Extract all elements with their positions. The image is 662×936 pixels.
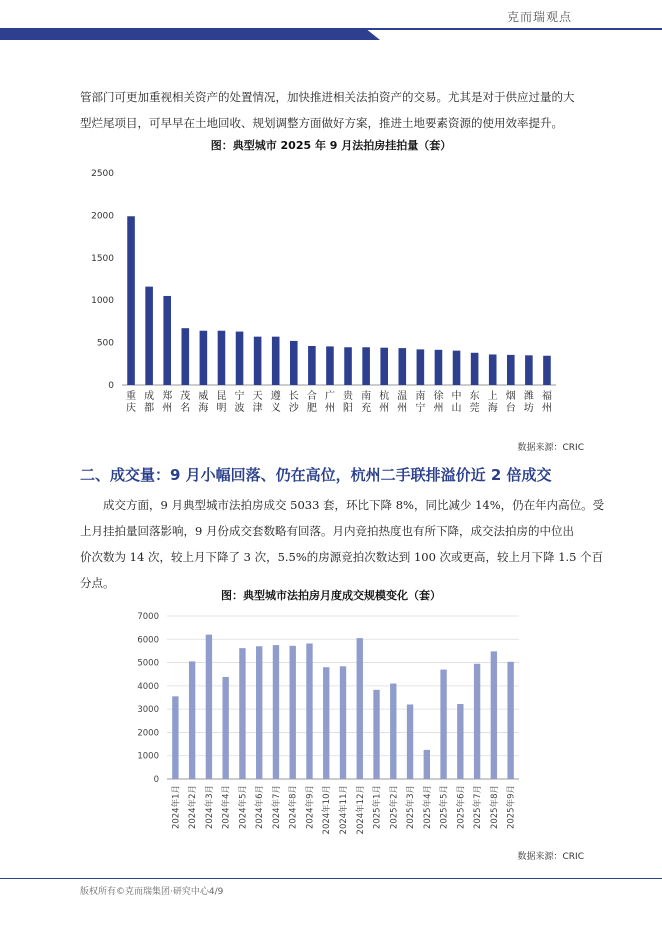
figure1-bar <box>453 351 461 385</box>
figure1-xtick-label: 杭州 <box>379 391 390 414</box>
figure1-xtick-label: 昆明 <box>216 391 227 414</box>
figure2-chart <box>0 607 662 842</box>
figure1-xtick-label: 茂名 <box>180 391 191 414</box>
figure2-xtick-label: 2025年5月 <box>439 785 450 830</box>
figure1-bar <box>236 332 244 385</box>
figure1-bar <box>290 341 298 385</box>
figure1-bar <box>181 328 189 385</box>
footer-divider <box>0 878 662 879</box>
figure2-bar <box>424 750 430 779</box>
figure1-ytick-label: 0 <box>108 381 114 391</box>
figure2-bar <box>189 661 195 779</box>
figure1-bar <box>254 337 262 385</box>
figure2-ytick-label: 0 <box>153 775 159 785</box>
figure1-bar <box>471 353 479 385</box>
figure1-xtick-label: 威海 <box>198 391 209 414</box>
figure2-bar <box>323 667 329 779</box>
section2-paragraph <box>80 492 605 596</box>
figure2-source: 数据来源：CRIC <box>517 852 584 862</box>
figure1-ytick-label: 1000 <box>91 296 114 307</box>
figure2-ytick-label: 6000 <box>137 635 159 646</box>
figure1-xtick-label: 广州 <box>324 391 335 414</box>
figure2-ytick-label: 2000 <box>137 728 159 739</box>
figure1-bar <box>362 347 370 385</box>
figure1-bar <box>543 356 551 385</box>
intro-line-2: 型烂尾项目，可早早在土地回收、规划调整方面做好方案，推进土地要素资源的使用效率提升。 <box>80 116 563 130</box>
figure1-bar <box>525 355 533 385</box>
figure2-xtick-label: 2024年10月 <box>322 785 333 835</box>
figure1-ytick-label: 2000 <box>91 211 114 222</box>
section2-line-1: 成交方面，9 月典型城市法拍房成交 5033 套，环比下降 8%，同比减少 14%，仍在年内高位。受 <box>103 498 605 512</box>
figure1-bar <box>380 348 388 385</box>
figure1-bar <box>507 355 515 385</box>
section2-heading: 二、成交量：9 月小幅回落、仍在高位，杭州二手联排溢价近 2 倍成交 <box>80 466 552 484</box>
figure2-bar <box>507 662 513 779</box>
figure1-bar <box>200 331 208 385</box>
figure2-xtick-label: 2025年7月 <box>473 785 484 830</box>
figure2-title: 图：典型城市法拍房月度成交规模变化（套） <box>221 589 441 602</box>
figure1-xtick-label: 郑州 <box>162 391 173 414</box>
figure1-xtick-label: 合肥 <box>306 391 317 414</box>
figure2-bar <box>206 635 212 779</box>
figure2-bar <box>290 646 296 779</box>
footer-copyright: 版权所有©克而瑞集团·研究中心4/9 <box>80 887 224 897</box>
section2-line-2: 上月挂拍量回落影响，9 月份成交套数略有回落。月内竞拍热度也有所下降，成交法拍房的中位出 <box>80 524 574 538</box>
figure2-xtick-label: 2024年8月 <box>288 785 299 830</box>
figure2-xtick-label: 2024年3月 <box>204 785 215 830</box>
figure1-bar <box>272 337 280 385</box>
intro-paragraph <box>80 84 585 136</box>
figure2-bar <box>390 684 396 779</box>
section2-line-3: 价次数为 14 次，较上月下降了 3 次，5.5%的房源竞拍次数达到 100 次或更高，较上月下降 1.5 个百 <box>80 550 604 564</box>
figure1-bar <box>435 350 443 385</box>
figure2-ytick-label: 3000 <box>137 705 159 716</box>
intro-line-1: 管部门可更加重视相关资产的处置情况，加快推进相关法拍资产的交易。尤其是对于供应过量的大 <box>80 90 575 104</box>
figure1-xtick-label: 长沙 <box>288 391 299 414</box>
figure1-title: 图：典型城市 2025 年 9 月法拍房挂拍量（套） <box>210 139 452 152</box>
figure2-xtick-label: 2024年4月 <box>221 785 232 830</box>
figure2-bar <box>407 704 413 779</box>
figure2-xtick-label: 2024年1月 <box>171 785 182 830</box>
figure1-bar <box>218 331 226 385</box>
figure1-source: 数据来源：CRIC <box>517 443 584 453</box>
section2-line-4: 分点。 <box>80 576 115 590</box>
figure2-bar <box>222 677 228 779</box>
figure1-bar <box>145 287 153 385</box>
header-band <box>0 26 662 40</box>
figure1-chart <box>0 160 662 430</box>
figure1-bar <box>127 216 135 385</box>
figure1-ytick-label: 1500 <box>91 253 114 264</box>
figure2-ytick-label: 7000 <box>137 612 159 622</box>
figure2-xtick-label: 2024年12月 <box>355 785 366 835</box>
figure2-xtick-label: 2025年6月 <box>456 785 467 830</box>
figure2-xtick-label: 2024年2月 <box>188 785 199 830</box>
figure2-xtick-label: 2025年4月 <box>422 785 433 830</box>
figure1-bar <box>308 346 316 385</box>
figure1-bar <box>344 347 352 385</box>
figure1-xtick-label: 潍坊 <box>523 391 534 414</box>
figure2-bar <box>474 664 480 779</box>
figure2-xtick-label: 2024年9月 <box>305 785 316 830</box>
figure2-bar <box>273 645 279 779</box>
figure2-xtick-label: 2025年9月 <box>506 785 517 830</box>
figure1-xtick-label: 南充 <box>361 391 372 414</box>
figure2-bar <box>340 666 346 779</box>
figure2-xtick-label: 2024年11月 <box>339 785 349 835</box>
figure1-xtick-label: 成都 <box>144 391 155 414</box>
figure2-xtick-label: 2025年8月 <box>489 785 500 830</box>
figure2-bar <box>373 690 379 779</box>
figure1-xtick-label: 中山 <box>451 391 462 414</box>
figure1-xtick-label: 贵阳 <box>343 391 354 414</box>
figure1-bar <box>417 349 425 385</box>
figure1-ytick-label: 500 <box>96 338 114 349</box>
figure1-bar <box>163 296 171 385</box>
figure2-xtick-label: 2024年6月 <box>255 785 266 830</box>
figure2-bar <box>172 696 178 779</box>
figure1-bar <box>489 354 497 385</box>
figure2-bar <box>357 638 363 779</box>
figure2-bar <box>457 704 463 779</box>
figure1-xtick-label: 徐州 <box>433 391 444 414</box>
figure2-bar <box>491 651 497 779</box>
figure1-xtick-label: 天津 <box>252 391 263 414</box>
figure2-bar <box>306 643 312 779</box>
figure2-ytick-label: 5000 <box>137 658 159 669</box>
figure2-xtick-label: 2025年3月 <box>406 785 417 830</box>
figure1-xtick-label: 遵义 <box>270 391 281 414</box>
brand-title: 克而瑞观点 <box>506 10 572 24</box>
figure2-bar <box>239 648 245 779</box>
figure1-xtick-label: 宁波 <box>234 391 245 414</box>
figure1-xtick-label: 重庆 <box>126 391 137 414</box>
figure1-bar <box>398 348 406 385</box>
figure2-xtick-label: 2025年2月 <box>389 785 400 830</box>
figure2-bar <box>440 670 446 779</box>
figure1-xtick-label: 东莞 <box>469 391 480 414</box>
figure2-ytick-label: 4000 <box>137 681 159 692</box>
figure1-xtick-label: 福州 <box>541 391 552 414</box>
figure2-bar <box>256 646 262 779</box>
figure2-ytick-label: 1000 <box>137 751 159 762</box>
figure1-xtick-label: 烟台 <box>505 391 516 414</box>
figure1-xtick-label: 上海 <box>487 391 498 414</box>
figure2-xtick-label: 2024年7月 <box>271 785 282 830</box>
figure2-xtick-label: 2025年1月 <box>372 785 383 830</box>
figure1-bar <box>326 346 334 385</box>
figure1-xtick-label: 南宁 <box>415 391 426 414</box>
figure1-ytick-label: 2500 <box>91 169 114 179</box>
figure1-xtick-label: 温州 <box>397 391 408 414</box>
figure2-xtick-label: 2024年5月 <box>238 785 249 830</box>
